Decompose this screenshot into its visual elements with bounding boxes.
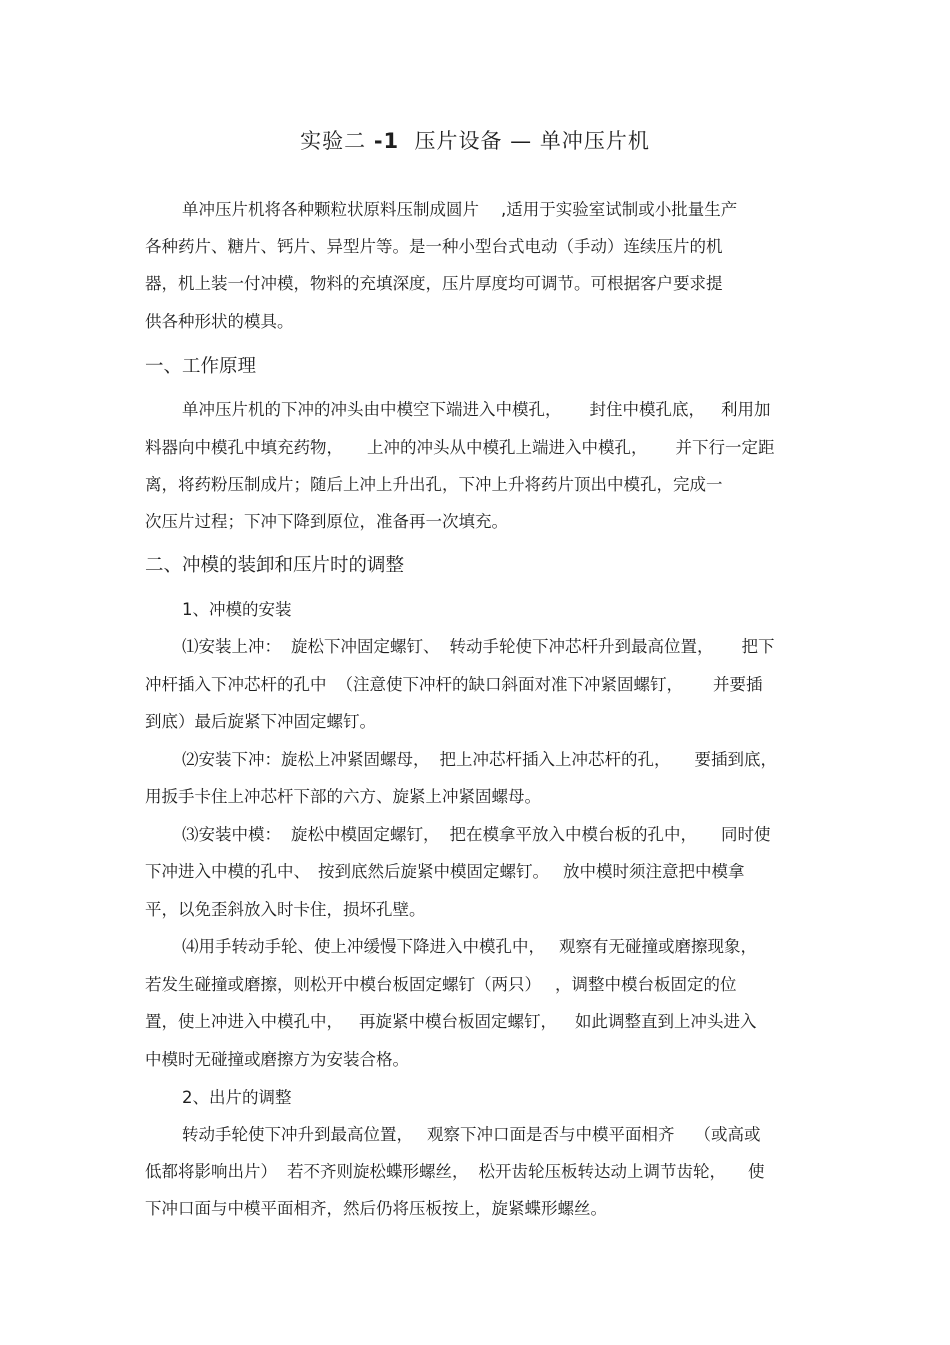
text-run: 平，以免歪斜放入时卡住，损坏孔壁。	[145, 900, 426, 919]
section-heading-adjustment: 二、冲模的装卸和压片时的调整	[145, 555, 405, 576]
install-line-10	[145, 973, 737, 997]
section1-line-1	[182, 398, 771, 422]
output-line-3	[145, 1197, 607, 1221]
install-line-7	[145, 860, 745, 884]
text-run: 如此调整直到上冲头进入	[575, 1012, 757, 1031]
text-run: 下冲口面与中模平面相齐，然后仍将压板按上，旋紧蝶形螺丝。	[145, 1199, 607, 1218]
section-heading-principle: 一、工作原理	[145, 356, 257, 377]
output-line-2	[145, 1160, 765, 1184]
title-part-1: 实验二	[300, 129, 367, 153]
text-run: 料器向中模孔中填充药物，	[145, 438, 343, 457]
install-line-1	[182, 635, 775, 659]
text-run: 并要插	[713, 675, 763, 694]
text-run: ,适用于实验室试制或小批量生产	[501, 200, 738, 219]
text-run: 放中模时须注意把中模拿	[563, 862, 745, 881]
text-run: 次压片过程；下冲下降到原位，准备再一次填充。	[145, 512, 508, 531]
section1-line-4	[145, 510, 508, 534]
title-part-3: 压片设备 — 单冲压片机	[414, 129, 650, 153]
install-line-3	[145, 710, 376, 734]
install-line-6	[182, 823, 771, 847]
text-run: 要插到底，	[694, 750, 777, 769]
text-run: （或高或	[694, 1125, 761, 1144]
text-run: ，调整中模台板固定的位	[555, 975, 737, 994]
text-run: 冲杆插入下冲芯杆的孔中	[145, 675, 327, 694]
page-title	[0, 126, 950, 156]
text-run: （注意使下冲杆的缺口斜面对准下冲紧固螺钉，	[336, 675, 683, 694]
text-run: 转动手轮使下冲升到最高位置，	[182, 1125, 413, 1144]
install-line-2	[145, 673, 763, 697]
subheading-install: 1、冲模的安装	[182, 600, 292, 619]
text-run: ⑵安装下冲：旋松上冲紧固螺母，	[182, 750, 430, 769]
text-run: 观察下冲口面是否与中模平面相齐	[427, 1125, 675, 1144]
text-run: 单冲压片机的下冲的冲头由中模空下端进入中模孔，	[182, 400, 562, 419]
text-run: 再旋紧中模台板固定螺钉，	[359, 1012, 557, 1031]
text-run: 把在模拿平放入中模台板的孔中，	[449, 825, 697, 844]
text-run: 旋松中模固定螺钉，	[291, 825, 440, 844]
text-run: 供各种形状的模具。	[145, 312, 294, 331]
install-line-12	[145, 1048, 409, 1072]
install-line-5	[145, 785, 541, 809]
text-run: 按到底然后旋紧中模固定螺钉。	[318, 862, 549, 881]
section1-line-3	[145, 473, 723, 497]
text-run: 离，将药粉压制成片；随后上冲上升出孔，下冲上升将药片顶出中模孔，完成一	[145, 475, 723, 494]
text-run: 下冲进入中模的孔中、	[145, 862, 310, 881]
text-run: 置，使上冲进入中模孔中，	[145, 1012, 343, 1031]
text-run: ⑴安装上冲：	[182, 637, 281, 656]
text-run: 低都将影响出片）	[145, 1162, 277, 1181]
install-line-8	[145, 898, 426, 922]
text-run: 并下行一定距	[675, 438, 775, 457]
text-run: 同时使	[721, 825, 771, 844]
install-line-4	[182, 748, 777, 772]
text-run: 若不齐则旋松蝶形螺丝，	[287, 1162, 469, 1181]
text-run: 利用加	[721, 400, 771, 419]
text-run: 中模时无碰撞或磨擦方为安装合格。	[145, 1050, 409, 1069]
text-run: 松开齿轮压板转达动上调节齿轮，	[478, 1162, 726, 1181]
text-run: 观察有无碰撞或磨擦现象，	[559, 937, 757, 956]
intro-line-3	[145, 272, 723, 296]
install-line-9	[182, 935, 757, 959]
output-line-1	[182, 1123, 761, 1147]
section1-line-2	[145, 436, 775, 460]
text-run: 各种药片、糖片、钙片、异型片等。是一种小型台式电动（手动）连续压片的机	[145, 237, 723, 256]
intro-line-1	[182, 198, 737, 222]
text-run: 用扳手卡住上冲芯杆下部的六方、旋紧上冲紧固螺母。	[145, 787, 541, 806]
text-run: 转动手轮使下冲芯杆升到最高位置，	[449, 637, 714, 656]
text-run: 封住中模孔底，	[589, 400, 705, 419]
text-run: 上冲的冲头从中模孔上端进入中模孔，	[367, 438, 648, 457]
subheading-output: 2、出片的调整	[182, 1088, 292, 1107]
intro-line-4	[145, 310, 294, 334]
text-run: ⑶安装中模：	[182, 825, 281, 844]
text-run: ⑷用手转动手轮、使上冲缓慢下降进入中模孔中，	[182, 937, 545, 956]
intro-line-2	[145, 235, 723, 259]
title-part-2: -1	[373, 129, 400, 153]
text-run: 器，机上装一付冲模，物料的充填深度，压片厚度均可调节。可根据客户要求提	[145, 274, 723, 293]
text-run: 若发生碰撞或磨擦，则松开中模台板固定螺钉（两只）	[145, 975, 541, 994]
text-run: 旋松下冲固定螺钉、	[291, 637, 440, 656]
install-line-11	[145, 1010, 757, 1034]
text-run: 单冲压片机将各种颗粒状原料压制成圆片	[182, 200, 479, 219]
text-run: 把下	[741, 637, 775, 656]
text-run: 把上冲芯杆插入上冲芯杆的孔，	[439, 750, 671, 769]
text-run: 使	[748, 1162, 765, 1181]
text-run: 到底）最后旋紧下冲固定螺钉。	[145, 712, 376, 731]
